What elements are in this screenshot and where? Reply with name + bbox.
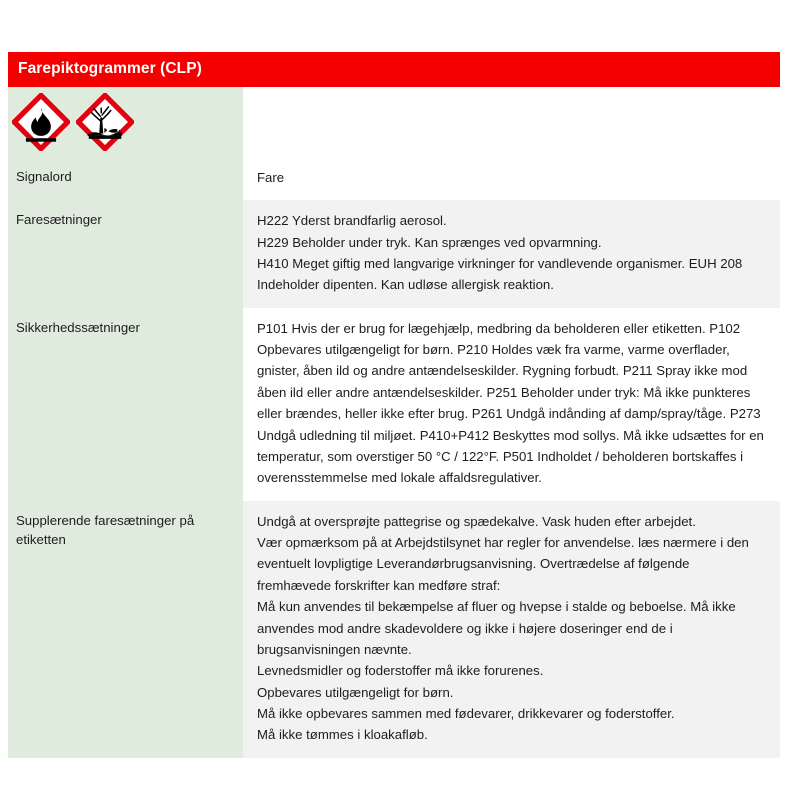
row-sikkerhedssaetninger: [8, 308, 780, 501]
supplemental-statement: Må ikke tømmes i kloakafløb.: [257, 727, 428, 743]
ghs02-flame-icon: [12, 93, 70, 151]
row-faresaetninger: [8, 200, 780, 308]
clp-table-body: [8, 52, 780, 758]
row-label-signalord: Signalord: [8, 157, 243, 200]
pictogram-cell: [8, 87, 243, 157]
pictogram-strip: [12, 93, 243, 151]
page-title: Farepiktogrammer (CLP): [8, 52, 780, 87]
row-value-signalord: [243, 157, 780, 200]
row-supplerende-faresaetninger: [8, 501, 780, 758]
hazard-statement: H229 Beholder under tryk. Kan sprænges ved opvarmning.: [257, 234, 602, 250]
precautionary-statement: P101 Hvis der er brug for lægehjælp, medbring da beholderen eller etiketten. P102 Opbevares utilgængeligt for børn. P210 Holdes væk fra varme, varme overflader, gnister, åben ild og andre antændelseskilder. Rygning forbudt. P211 Spray ikke mod åben ild eller andre antændelseskilder. P251 Beholder under tryk: Må ikke punkteres eller brændes, heller ikke efter brug. P261 Undgå indånding af damp/spray/tåge. P273 Undgå udledning til miljøet. P410+P412 Beskyttes mod sollys. Må ikke udsættes for en temperatur, som overstiger 50 °C / 122°F. P501 Indholdet / beholderen bortskaffes i overensstemmelse med lokale affaldsregulativer.: [257, 320, 764, 486]
pictogram-row: [8, 87, 780, 157]
supplemental-statement: Må ikke opbevares sammen med fødevarer, drikkevarer og foderstoffer.: [257, 706, 675, 722]
row-value-faresaetninger: [243, 200, 780, 308]
ghs09-environment-icon: [76, 93, 134, 151]
supplemental-statement: Undgå at oversprøjte pattegrise og spædekalve. Vask huden efter arbejdet.: [257, 513, 696, 529]
supplemental-statement: anvendes mod andre skadevoldere og ikke i højere doseringer end de i brugsanvisningen nævnte.: [257, 620, 673, 657]
signalord-text: Fare: [257, 169, 285, 185]
table-header-row: [8, 52, 780, 87]
supplemental-statement: Levnedsmidler og foderstoffer må ikke forurenes.: [257, 663, 544, 679]
row-label-sikkerhedssaetninger: Sikkerhedssætninger: [8, 308, 243, 501]
supplemental-statement: Vær opmærksom på at Arbejdstilsynet har regler for anvendelse. læs nærmere i den eventuelt lovpligtige Leverandørbrugsanvisning. Overtrædelse af følgende fremhævede forskrifter kan medføre straf:: [257, 535, 749, 593]
supplemental-statement: Må kun anvendes til bekæmpelse af fluer og hvepse i stalde og beboelse. Må ikke: [257, 599, 736, 615]
row-label-faresaetninger: Faresætninger: [8, 200, 243, 308]
hazard-statement: H410 Meget giftig med langvarige virkninger for vandlevende organismer. EUH 208 Indeholder dipenten. Kan udløse allergisk reaktion.: [257, 255, 743, 293]
row-signalord: [8, 157, 780, 200]
pictogram-row-empty-cell: [243, 87, 780, 157]
hazard-statement: H222 Yderst brandfarlig aerosol.: [257, 213, 447, 229]
row-value-supplerende-faresaetninger: [243, 501, 780, 758]
row-value-sikkerhedssaetninger: [243, 308, 780, 501]
row-label-supplerende-faresaetninger: Supplerende faresætninger på etiketten: [8, 501, 243, 758]
clp-hazard-table: [8, 52, 780, 758]
table-header-cell: [8, 52, 780, 87]
supplemental-statement: Opbevares utilgængeligt for børn.: [257, 684, 454, 700]
